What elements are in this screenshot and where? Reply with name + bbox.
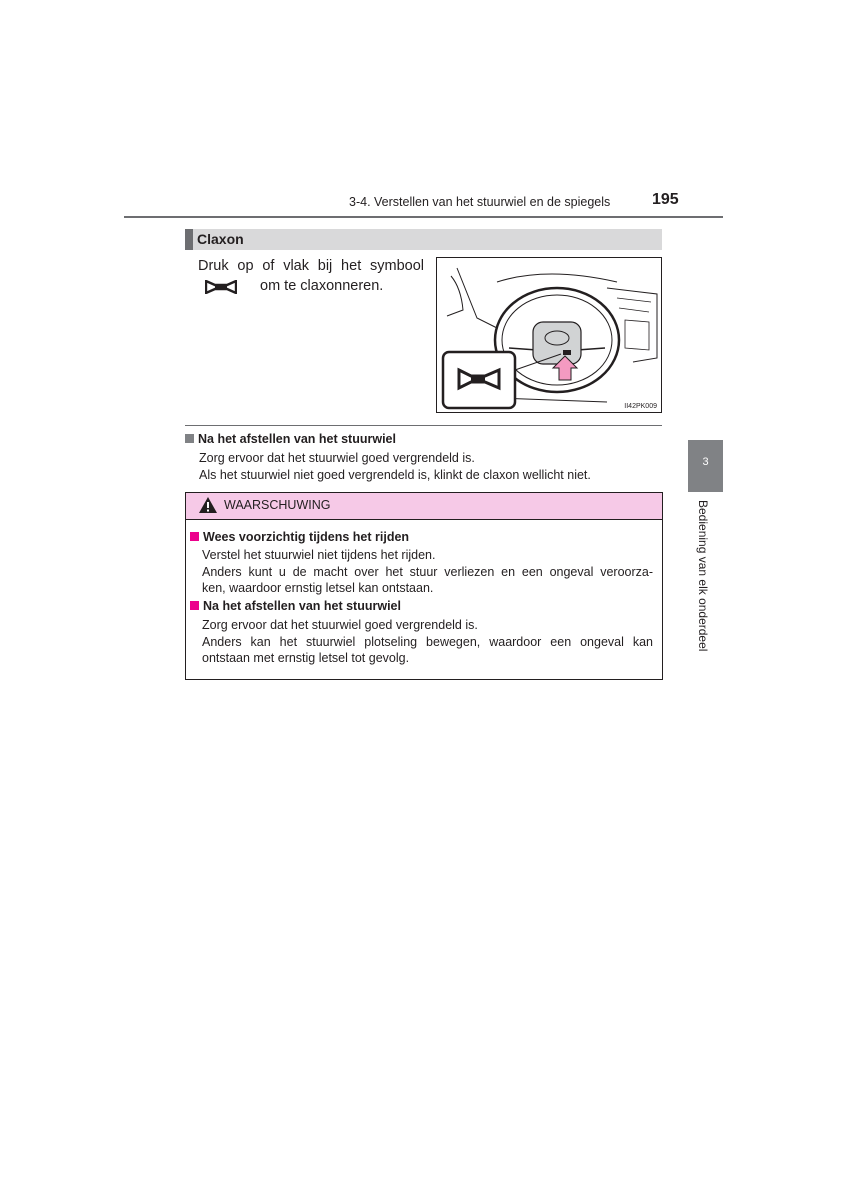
steering-wheel-figure — [436, 257, 662, 413]
figure-code: II42PK009 — [624, 403, 657, 410]
warning-item-heading-text: Wees voorzichtig tijdens het rijden — [203, 530, 410, 544]
note-body — [199, 450, 591, 483]
pink-square-bullet — [190, 601, 199, 610]
warning-item-heading-text: Na het afstellen van het stuurwiel — [203, 599, 401, 613]
chapter-label: Bediening van elk onderdeel — [696, 500, 710, 652]
warning-box — [185, 492, 663, 680]
warning-line: Anders kan het stuurwiel plotseling bewegen, waardoor een ongeval kan — [202, 634, 653, 649]
section-bar — [185, 229, 662, 250]
intro-line-2: om te claxonneren. — [260, 278, 384, 294]
warning-line: Zorg ervoor dat het stuurwiel goed vergrendeld is. — [202, 618, 478, 632]
warning-line: ontstaan met ernstig letsel tot gevolg. — [202, 651, 410, 665]
grey-square-bullet — [185, 434, 194, 443]
intro-line-1: Druk op of vlak bij het symbool — [198, 258, 424, 274]
warning-line: Verstel het stuurwiel niet tijdens het rijden. — [202, 548, 436, 562]
note-heading-text: Na het afstellen van het stuurwiel — [198, 432, 396, 446]
header-section-title: 3-4. Verstellen van het stuurwiel en de spiegels — [349, 195, 611, 209]
note-heading — [185, 432, 396, 446]
warning-label: WAARSCHUWING — [224, 498, 331, 512]
warning-item-heading — [190, 530, 409, 544]
page-number: 195 — [652, 191, 679, 208]
warning-line: Anders kunt u de macht over het stuur verliezen en een ongeval veroorza- — [202, 564, 653, 579]
warning-item-body — [202, 547, 653, 597]
chapter-tab — [688, 440, 723, 492]
warning-item-heading — [190, 599, 401, 613]
section-bar-accent — [185, 229, 193, 250]
header-rule — [124, 216, 723, 218]
note-line: Als het stuurwiel niet goed vergrendeld is, klinkt de claxon wellicht niet. — [199, 467, 591, 482]
warning-header — [186, 493, 662, 520]
warning-triangle-icon — [198, 496, 218, 514]
chapter-number: 3 — [702, 456, 709, 468]
warning-item-body — [202, 617, 653, 667]
horn-icon — [205, 280, 237, 294]
warning-line: ken, waardoor ernstig letsel kan ontstaan. — [202, 581, 434, 595]
pink-square-bullet — [190, 532, 199, 541]
section-title: Claxon — [197, 231, 244, 247]
divider — [185, 425, 662, 426]
steering-wheel-illustration — [437, 258, 661, 412]
note-line: Zorg ervoor dat het stuurwiel goed vergrendeld is. — [199, 451, 475, 465]
